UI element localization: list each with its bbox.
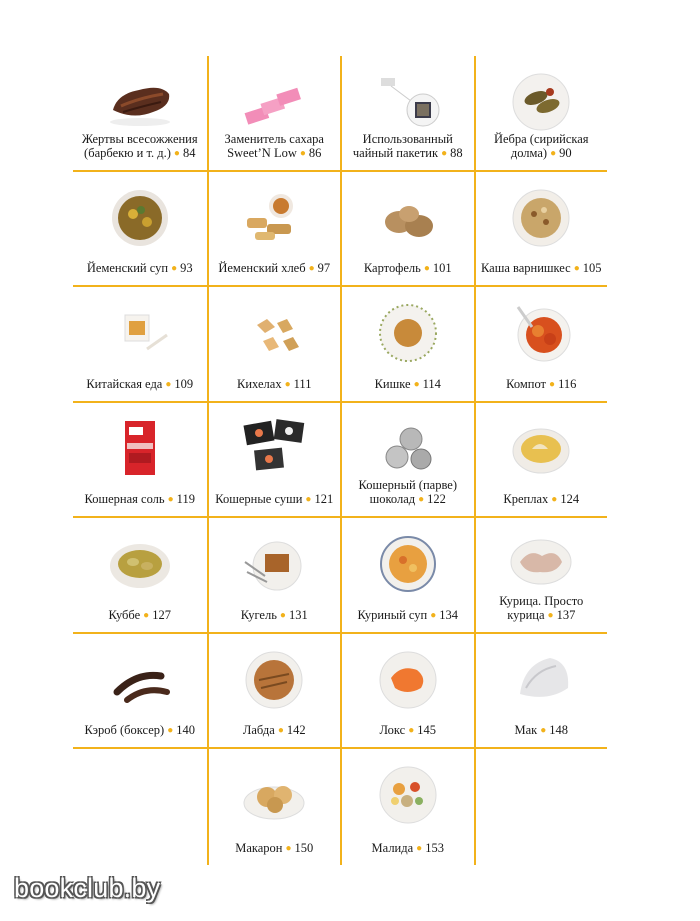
bullet-icon: ● [540, 725, 547, 736]
bullet-icon: ● [418, 494, 425, 505]
index-entry [340, 172, 474, 288]
entry-label: Компот [506, 376, 547, 391]
entry-page: 88 [450, 145, 463, 160]
entry-page: 109 [174, 376, 194, 391]
entry-label: Каша варнишкес [480, 261, 571, 275]
kugel-plate-icon [237, 532, 311, 594]
bullet-icon: ● [167, 494, 174, 505]
entry-label: Локс [379, 723, 406, 737]
entry-page: 148 [549, 723, 569, 737]
entry-page: 97 [317, 261, 331, 275]
entry-label: Йеменский хлеб [218, 261, 306, 275]
entry-page: 127 [152, 607, 171, 622]
bullet-icon: ● [430, 609, 437, 621]
entry-page: 153 [425, 840, 444, 855]
entry-label: Йебра (сирийская долма) [493, 131, 589, 160]
entry-page: 134 [439, 607, 459, 622]
salt-box-icon [103, 417, 177, 479]
entry-label: Кошерный (парве) шоколад [358, 478, 457, 506]
entry-label: Кошерная соль [84, 492, 165, 506]
kichel-cookies-icon [237, 301, 311, 363]
chicken-soup-icon [371, 532, 445, 594]
index-entry [340, 56, 474, 172]
entry-page: 150 [294, 840, 314, 855]
entry-label: Кишке [374, 376, 411, 391]
bullet-icon: ● [299, 147, 306, 159]
bullet-icon: ● [441, 147, 448, 159]
watermark: bookclub.by [14, 873, 161, 903]
index-entry [340, 287, 474, 403]
index-grid [73, 56, 607, 865]
index-entry [474, 172, 608, 288]
index-entry [207, 172, 341, 288]
index-entry [73, 634, 207, 750]
bullet-icon: ● [285, 842, 292, 854]
entry-page: 145 [417, 723, 437, 737]
tea-bag-icon [371, 70, 445, 132]
bullet-icon: ● [308, 263, 315, 274]
kasha-plate-icon [504, 186, 578, 248]
index-entry [73, 287, 207, 403]
index-entry [207, 749, 341, 865]
entry-page: 90 [559, 145, 572, 160]
potatoes-icon [371, 186, 445, 248]
entry-page: 121 [314, 492, 334, 506]
entry-label: Мак [514, 723, 538, 737]
bullet-icon: ● [171, 263, 178, 274]
bullet-icon: ● [277, 725, 284, 736]
index-entry [207, 56, 341, 172]
bullet-icon: ● [165, 378, 172, 390]
entry-label: Макарон [235, 840, 283, 855]
entry-page: 93 [180, 261, 193, 275]
entry-page: 140 [176, 723, 195, 737]
entry-page: 105 [582, 261, 602, 275]
index-entry [73, 403, 207, 519]
index-entry [474, 287, 608, 403]
entry-label: Кошерные суши [215, 492, 303, 506]
index-entry [207, 634, 341, 750]
sugar-packets-icon [237, 70, 311, 132]
entry-page: 142 [286, 723, 306, 737]
entry-page: 137 [556, 607, 576, 622]
entry-page: 116 [558, 376, 577, 391]
entry-page: 86 [308, 145, 322, 160]
entry-label: Лабда [242, 723, 275, 737]
index-entry [207, 287, 341, 403]
entry-page: 84 [182, 145, 196, 160]
malida-plate-icon [371, 763, 445, 825]
bullet-icon: ● [143, 609, 150, 621]
lahuh-plate-icon [237, 648, 311, 710]
index-entry [340, 403, 474, 519]
bullet-icon: ● [279, 609, 286, 621]
soup-bowl-icon [103, 186, 177, 248]
sushi-trays-icon [237, 417, 311, 479]
bread-plate-icon [237, 186, 311, 248]
bullet-icon: ● [305, 494, 312, 505]
kubbeh-bowl-icon [103, 532, 177, 594]
entry-label: Использованный чайный пакетик [352, 131, 453, 160]
entry-page: 131 [288, 607, 308, 622]
bullet-icon: ● [413, 378, 420, 390]
entry-page: 114 [422, 376, 441, 391]
index-entry [340, 749, 474, 865]
lox-plate-icon [371, 648, 445, 710]
bullet-icon: ● [416, 842, 423, 854]
empty-cell [474, 749, 608, 865]
index-entry [340, 518, 474, 634]
entry-label: Курица. Просто курица [499, 593, 584, 622]
index-entry [340, 634, 474, 750]
index-entry [474, 403, 608, 519]
entry-label: Малида [371, 840, 414, 855]
bullet-icon: ● [549, 378, 556, 390]
bullet-icon: ● [547, 609, 554, 621]
chocolate-coins-icon [371, 417, 445, 479]
entry-label: Куббе [108, 607, 141, 622]
bullet-icon: ● [408, 725, 415, 736]
bullet-icon: ● [550, 147, 557, 159]
index-entry [73, 56, 207, 172]
chinese-food-icon [103, 301, 177, 363]
entry-page: 122 [427, 492, 446, 506]
kreplach-bowl-icon [504, 417, 578, 479]
bullet-icon: ● [167, 725, 174, 736]
entry-label: Йеменский суп [86, 261, 169, 275]
entry-page: 101 [432, 261, 452, 275]
macaroon-plate-icon [237, 763, 311, 825]
carob-pods-icon [103, 648, 177, 710]
entry-label: Заменитель сахара Sweet’N Low [224, 131, 324, 160]
bullet-icon: ● [423, 263, 430, 274]
index-entry [474, 56, 608, 172]
entry-page: 111 [293, 376, 312, 391]
dolma-plate-icon [504, 70, 578, 132]
bullet-icon: ● [551, 494, 558, 505]
index-entry [73, 172, 207, 288]
kishke-plate-icon [371, 301, 445, 363]
entry-page: 119 [176, 492, 195, 506]
index-entry [207, 403, 341, 519]
entry-page: 124 [560, 492, 580, 506]
entry-label: Куриный суп [357, 607, 428, 622]
bullet-icon: ● [173, 147, 180, 159]
entry-label: Кугель [240, 607, 277, 622]
compote-bowl-icon [504, 301, 578, 363]
index-entry [73, 518, 207, 634]
index-entry [474, 518, 608, 634]
entry-label: Кэроб (боксер) [84, 723, 165, 737]
entry-label: Кихелах [237, 376, 282, 391]
index-entry [474, 634, 608, 750]
poppy-seeds-icon [504, 648, 578, 710]
chicken-plate-icon [504, 532, 578, 594]
bbq-ribs-icon [103, 70, 177, 132]
bullet-icon: ● [284, 378, 291, 390]
empty-cell [73, 749, 207, 865]
entry-label: Картофель [363, 261, 421, 275]
entry-label: Китайская еда [86, 376, 163, 391]
index-entry [207, 518, 341, 634]
entry-label: Креплах [503, 492, 549, 506]
bullet-icon: ● [573, 263, 580, 274]
entry-label: Жертвы всесожжения (барбекю и т. д.) [81, 131, 198, 160]
